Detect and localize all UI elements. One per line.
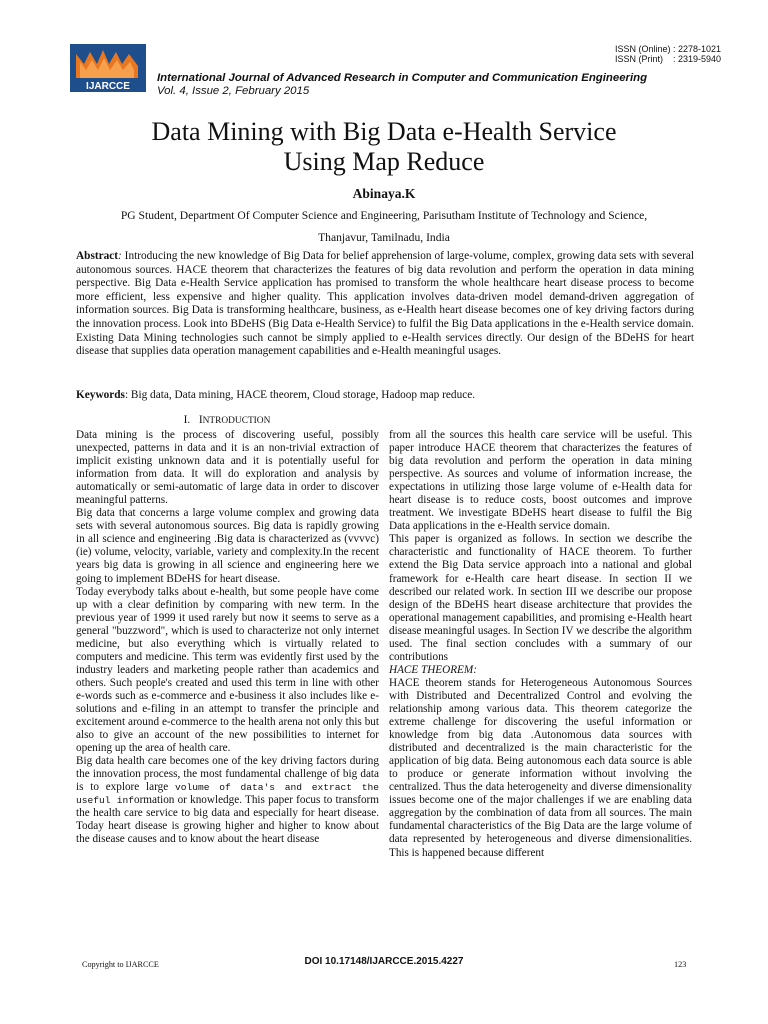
- abstract-label: Abstract: [76, 250, 119, 262]
- keywords-label: Keywords: [76, 389, 125, 401]
- abstract-colon: :: [118, 250, 122, 262]
- column-right: [389, 429, 692, 860]
- paragraph: HACE theorem stands for Heterogeneous Autonomous Sources with Distributed and Decentralized Control and evolving the relationship among various data. This theorem categorize the extreme challenge for discovering the useful information or knowledge from big data .Autonomous data sources with distributed and decentralized is the main characteristic for the application of big data. Being autonomous each data source is able to produce or generate information without involving the centralized. Thus the data heterogeneity and diverse dimensionality issues become one of the major challenges if we are enabling data aggregation by the combination of data from all sources. The main fundamental characteristics of the Big Data are the large volume of data represented by heterogeneous and diverse dimensionalities. This is happened because different: [389, 676, 692, 859]
- paragraph-text: Big data health care becomes one of the key driving factors during the innovation process, the most fundamental challenge of big data is to explore large: [76, 755, 379, 794]
- issn-print: ISSN (Print) : 2319-5940: [614, 54, 721, 64]
- footer-doi: DOI 10.17148/IJARCCE.2015.4227: [304, 956, 464, 967]
- abstract-text: Introducing the new knowledge of Big Data for belief apprehension of large-volume, complex, growing data sets with several autonomous sources. HACE theorem that characterizes the features of big data revolution and perform the operation in data mining perspective. Big Data e-Health Service application has promised to transform the whole healthcare heart disease process to become more efficient, less expensive and higher quality. This application involves data-driven model demand-driven aggregation of information sources. Big Data is transforming healthcare, business, as e-Health heart disease becomes one of key driving factors during the innovation process. Look into BDeHS (Big Data e-Health Service) to fulfil the Big Data applications in the e-Health service domain. Existing Data Mining technologies such cannot be simply applied to e-Health services directly. Our design of the BDeHS for heart disease that supplies data operation management capabilities and e-Health meaningful usages.: [76, 250, 694, 358]
- section-heading-introduction: [76, 414, 378, 426]
- keywords: [76, 389, 694, 403]
- abstract: [76, 250, 694, 359]
- paper-title-line1: Data Mining with Big Data e-Health Service: [151, 117, 617, 146]
- journal-volume: Vol. 4, Issue 2, February 2015: [157, 85, 310, 97]
- keywords-text: : Big data, Data mining, HACE theorem, Cloud storage, Hadoop map reduce.: [124, 389, 476, 401]
- section-title-first: I: [198, 414, 203, 426]
- column-left: [76, 429, 379, 847]
- affiliation-line2: Thanjavur, Tamilnadu, India: [318, 231, 450, 244]
- paragraph-text: ormation or knowledge. This paper focus to transform the health care service to big data and especially for heart disease. Today heart disease is growing higher and higher to know about the disease causes and to know about the heart disease: [76, 794, 379, 846]
- page-number: 123: [674, 960, 687, 969]
- paper-title-line2: Using Map Reduce: [283, 147, 485, 176]
- paragraph-text-mono: volume of data's and extract the useful inf: [76, 782, 380, 807]
- subsection-heading-hace: HACE THEOREM:: [389, 663, 477, 676]
- paragraph: Today everybody talks about e-health, but some people have come up with a clear definition by comparing with new term. In the previous year of 1999 it used rarely but now it seems to serve as a general "buzzword", which is used to characterize not only internet medicine, but also everything which is virtually related to computers and medicine. This term was evidently first used by the industry leaders and marketing people rather than academics and others. Such people's created and used this term in line with other e-words such as e-commerce and e-business it also includes like e-solutions and e-filing in an attempt to transfer the principle and excitement around e-commerce to the health arena not only this but also to give an account of the new possibilities to internet for opening up the area of health care.: [76, 585, 379, 755]
- journal-logo: [70, 44, 146, 92]
- paragraph: [76, 755, 379, 846]
- author-name: Abinaya.K: [352, 186, 416, 201]
- journal-name: International Journal of Advanced Research in Computer and Communication Engineering: [157, 72, 648, 84]
- paragraph: This paper is organized as follows. In section we describe the characteristic and functionality of HACE theorem. To further extend the Big Data service approach into a national and global framework for e-Health care heart disease. In section II we described our related work. In section III we describe our propose design of the BDeHS heart disease architecture that provides the operational management capabilities, and promising e-Health heart disease meaningful usages. In Section IV we describe the algorithm used. The final section concludes with a summary of our contributions: [389, 533, 693, 663]
- footer-copyright: Copyright to IJARCCE: [82, 960, 159, 969]
- logo-text: IJARCCE: [86, 81, 130, 92]
- affiliation-line1: PG Student, Department Of Computer Science and Engineering, Parisutham Institute of Technology and Science,: [120, 209, 648, 222]
- paragraph: Big data that concerns a large volume complex and growing data sets with several autonomous sources. Big data is rapidly growing in all science and engineering .Big data is characterized as (vvvvc) (ie) volume, velocity, variable, variety and complexity.In the recent years big data is growing in all science and engineering here we going to implement BDeHS for heart disease.: [76, 507, 379, 585]
- paragraph: from all the sources this health care service will be useful. This paper introduce HACE theorem that characterizes the features of big data revolution and perform the operation in data mining perspective. As sources and volume of information increase, the expectations in utilizing those large volume of e-Health data for heart disease is to reduce costs, boost outcomes and improve treatment. We investigate BDeHS heart disease to fulfil the Big Data applications in the e-Health service domain.: [389, 429, 692, 533]
- issn-online: ISSN (Online) : 2278-1021: [614, 44, 721, 54]
- section-number: I.: [183, 414, 191, 426]
- section-title-rest: NTRODUCTION: [202, 416, 271, 426]
- paragraph: Data mining is the process of discovering useful, possibly unexpected, patterns in data and it is an non-trivial extraction of implicit existing unknown data and it is potentially useful for information from data. It will do exploration and analysis by automatically or semi-automatic of large data in order to discover meaningful patterns.: [76, 429, 379, 507]
